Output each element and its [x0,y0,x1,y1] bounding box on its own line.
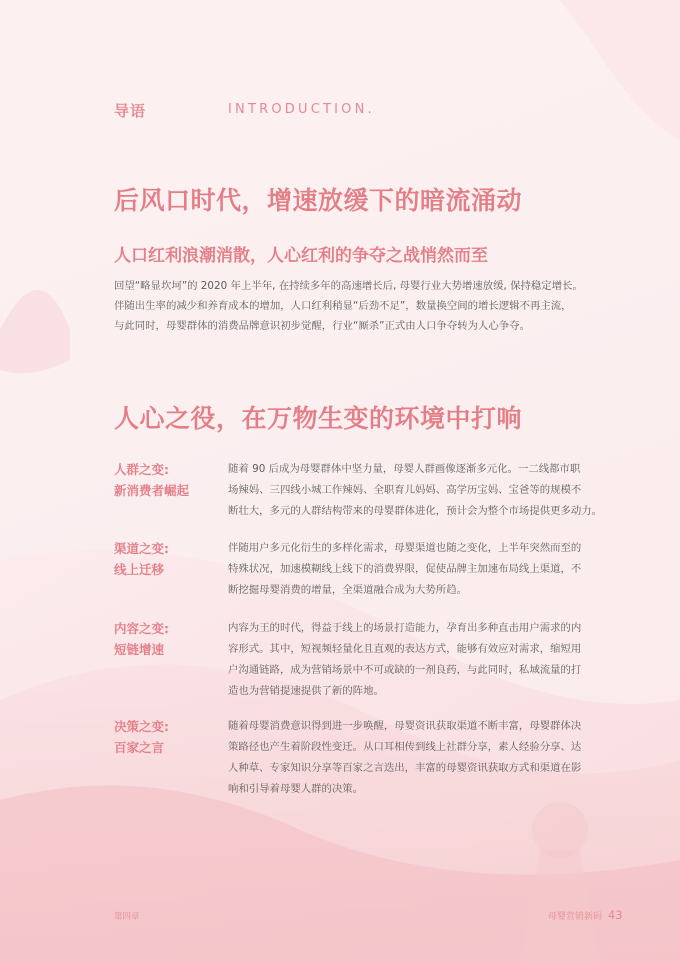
change-label-people [114,459,189,501]
change-label-line2: 短链增速 [114,642,165,657]
body-line: 伴随用户多元化衍生的多样化需求，母婴渠道也随之变化，上半年突然而至的 [228,542,582,554]
change-body-channel [228,538,626,601]
section1-paragraph [114,276,634,336]
body-line: 响和引导着母婴人群的决策。 [228,783,364,795]
body-line: 场辣妈、三四线小城工作辣妈、全职育儿妈妈、高学历宝妈、宝爸等的规模不 [228,484,582,496]
intro-label-cn: 导语 [114,102,147,120]
body-line: 容形式。其中，短视频轻量化且直观的表达方式，能够有效应对需求，缩短用 [228,643,582,655]
change-label-channel [114,538,169,580]
footer-book-title: 母婴营销新码 [548,912,603,922]
change-label-line2: 新消费者崛起 [114,483,190,498]
change-body-decision [228,716,626,800]
intro-label-en: INTRODUCTION. [228,102,375,117]
page-number: 43 [607,908,623,922]
paragraph-line: 与此同时，母婴群体的消费品牌意识初步觉醒，行业“厮杀”正式由人口争夺转为人心争夺。 [114,320,530,332]
change-label-line1: 内容之变: [114,621,169,636]
change-label-decision [114,716,169,758]
body-line: 人种草、专家知识分享等百家之言迭出，丰富的母婴资讯获取方式和渠道在影 [228,762,582,774]
section1-subtitle: 人口红利浪潮消散，人心红利的争夺之战悄然而至 [114,246,488,266]
body-line: 策路径也产生着阶段性变迁。从口耳相传到线上社群分享，素人经验分享、达 [228,741,582,753]
body-line: 造也为营销提速提供了新的阵地。 [228,685,384,697]
paragraph-line: 伴随出生率的减少和养育成本的增加，人口红利稍显“后劲不足”，数量换空间的增长逻辑不再主流， [114,300,572,312]
change-body-content [228,618,626,702]
change-body-people [228,459,626,522]
change-label-line1: 渠道之变: [114,541,169,556]
footer-chapter: 第四章 [114,912,140,922]
change-label-line1: 决策之变: [114,719,169,734]
body-line: 断挖掘母婴消费的增量，全渠道融合成为大势所趋。 [228,584,467,596]
body-line: 内容为王的时代，得益于线上的场景打造能力，孕育出多种直击用户需求的内 [228,622,582,634]
section2-title: 人心之役，在万物生变的环境中打响 [114,404,523,433]
paragraph-line: 回望“略显坎坷”的 2020 年上半年, 在持续多年的高速增长后, 母婴行业大势增速放缓, 保持稳定增长。 [114,280,583,292]
body-line: 特殊状况，加速模糊线上线下的消费界限，促使品牌主加速布局线上渠道，不 [228,563,582,575]
footer-book-page [548,908,623,922]
change-label-line2: 线上迁移 [114,562,165,577]
change-label-line1: 人群之变: [114,462,169,477]
body-line: 断壮大，多元的人群结构带来的母婴群体进化，预计会为整个市场提供更多动力。 [228,505,603,517]
body-line: 随着母婴消费意识得到进一步唤醒，母婴资讯获取渠道不断丰富，母婴群体决 [228,720,582,732]
change-label-content [114,618,169,660]
change-label-line2: 百家之言 [114,740,165,755]
section1-title: 后风口时代，增速放缓下的暗流涌动 [114,186,523,215]
body-line: 户沟通链路，成为营销场景中不可或缺的一剂良药，与此同时，私域流量的打 [228,664,582,676]
body-line: 随着 90 后成为母婴群体中坚力量，母婴人群画像逐渐多元化。一二线都市职 [228,463,581,475]
